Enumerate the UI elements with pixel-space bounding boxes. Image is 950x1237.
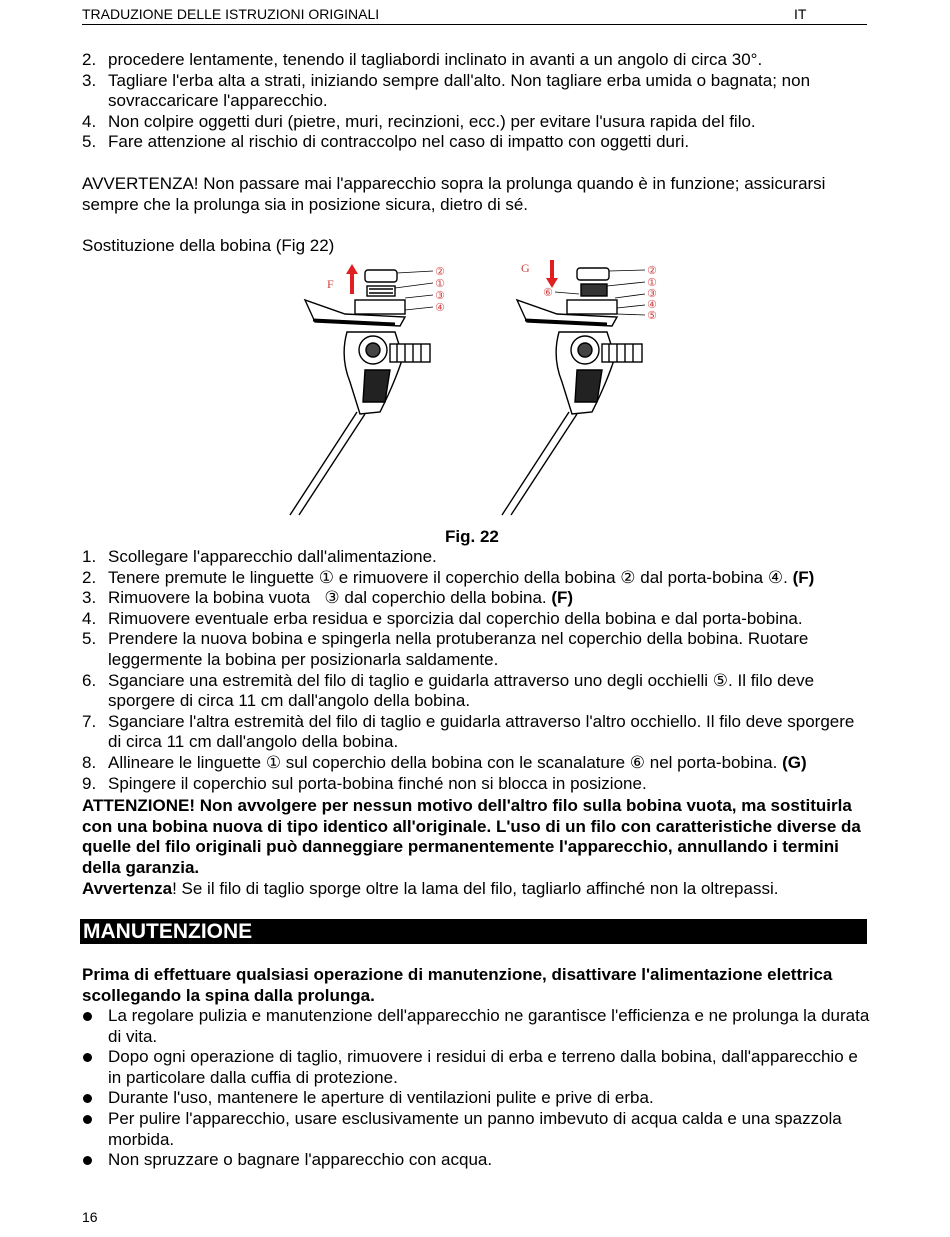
callout-label: ④	[435, 301, 445, 314]
list-item: 6. Sganciare una estremità del filo di taglio e guidarla attraverso uno degli occhielli ⑤. Il filo deve sporgere di circa 11 cm dall'angolo della bobina.	[82, 670, 815, 711]
callout-label: ②	[435, 265, 445, 278]
list-item: 4. Rimuovere eventuale erba residua e sporcizia dal coperchio della bobina e dal porta-bobina.	[82, 608, 803, 628]
bullet-icon	[83, 1115, 92, 1124]
list-item: 5. Fare attenzione al rischio di contraccolpo nel caso di impatto con oggetti duri.	[82, 132, 690, 152]
bullet-icon	[83, 1012, 92, 1021]
steps-top-list	[82, 50, 872, 153]
bullet-icon	[83, 1053, 92, 1062]
bullet-icon	[83, 1094, 92, 1103]
steps-spool-list	[82, 547, 872, 794]
callout-label: ⑥	[543, 286, 553, 299]
figure-letter-f: F	[327, 277, 334, 291]
list-item: 8. Allineare le linguette ① sul coperchio della bobina con le scanalature ⑥ nel porta-bobina. (G)	[82, 752, 807, 772]
list-item: 2. Tenere premute le linguette ① e rimuovere il coperchio della bobina ② dal porta-bobina ④. (F)	[82, 567, 815, 587]
list-item: Durante l'uso, mantenere le aperture di ventilazioni pulite e prive di erba.	[82, 1088, 872, 1109]
header-title: TRADUZIONE DELLE ISTRUZIONI ORIGINALI	[82, 6, 380, 22]
callout-label: ①	[647, 276, 657, 289]
list-item: 5. Prendere la nuova bobina e spingerla nella protuberanza nel coperchio della bobina. Ruotare leggermente la bobina per posizionarla saldamente.	[82, 629, 809, 669]
figure-caption: Fig. 22	[445, 527, 499, 546]
list-item: Per pulire l'apparecchio, usare esclusivamente un panno imbevuto di acqua calda e una spazzola morbida.	[82, 1109, 872, 1150]
page-number: 16	[82, 1209, 98, 1225]
spool-heading: Sostituzione della bobina (Fig 22)	[82, 236, 335, 255]
figure-letter-g: G	[521, 261, 530, 275]
attention-paragraph: ATTENZIONE! Non avvolgere per nessun motivo dell'altro filo sulla bobina vuota, ma sostituirla con una bobina nuova di tipo identico all'originale. L'uso di un filo con caratteristiche diverse da quelle del filo originali può danneggiare permanentemente l'apparecchio, annullando i termini della garanzia.	[82, 796, 861, 877]
callout-label: ②	[647, 264, 657, 277]
maintenance-list	[82, 1006, 872, 1171]
list-item: 3. Rimuovere la bobina vuota ③ dal coperchio della bobina. (F)	[82, 588, 574, 608]
list-item: 2. procedere lentamente, tenendo il tagliabordi inclinato in avanti a un angolo di circa 30°.	[82, 50, 763, 69]
list-item: La regolare pulizia e manutenzione dell'apparecchio ne garantisce l'efficienza e ne prolunga la durata di vita.	[82, 1006, 872, 1047]
callout-label: ③	[435, 289, 445, 302]
warning-line-trim: Avvertenza! Se il filo di taglio sporge oltre la lama del filo, tagliarlo affinché non la oltrepassi.	[82, 879, 779, 898]
page-header	[82, 4, 867, 25]
callout-label: ③	[647, 287, 657, 300]
bullet-icon	[83, 1156, 92, 1165]
figure-left-f	[285, 262, 455, 517]
list-item: Non spruzzare o bagnare l'apparecchio con acqua.	[82, 1150, 872, 1171]
callout-label: ④	[647, 298, 657, 311]
list-item: 9. Spingere il coperchio sul porta-bobina finché non si blocca in posizione.	[82, 773, 647, 793]
figure-right-g	[497, 258, 667, 517]
warning-extension-cord: AVVERTENZA! Non passare mai l'apparecchio sopra la prolunga quando è in funzione; assicurarsi sempre che la prolunga sia in posizione sicura, dietro di sé.	[82, 174, 826, 214]
callout-label: ①	[435, 277, 445, 290]
section-title-maintenance: MANUTENZIONE	[80, 919, 867, 944]
list-item: Dopo ogni operazione di taglio, rimuovere i residui di erba e terreno dalla bobina, dall'apparecchio e in particolare dalla cuffia di protezione.	[82, 1047, 872, 1088]
list-item: 3. Tagliare l'erba alta a strati, iniziando sempre dall'alto. Non tagliare erba umida o bagnata; non sovraccaricare l'apparecchio.	[82, 70, 811, 111]
header-language: IT	[794, 6, 807, 22]
maintenance-intro: Prima di effettuare qualsiasi operazione di manutenzione, disattivare l'alimentazione elettrica scollegando la spina dalla prolunga.	[82, 965, 833, 1005]
list-item: 4. Non colpire oggetti duri (pietre, muri, recinzioni, ecc.) per evitare l'usura rapida del filo.	[82, 111, 756, 131]
list-item: 1. Scollegare l'apparecchio dall'alimentazione.	[82, 547, 437, 566]
callout-label: ⑤	[647, 309, 657, 322]
list-item: 7. Sganciare l'altra estremità del filo di taglio e guidarla attraverso l'altro occhiello. Il filo deve sporgere di circa 11 cm dall'angolo della bobina.	[82, 711, 855, 752]
